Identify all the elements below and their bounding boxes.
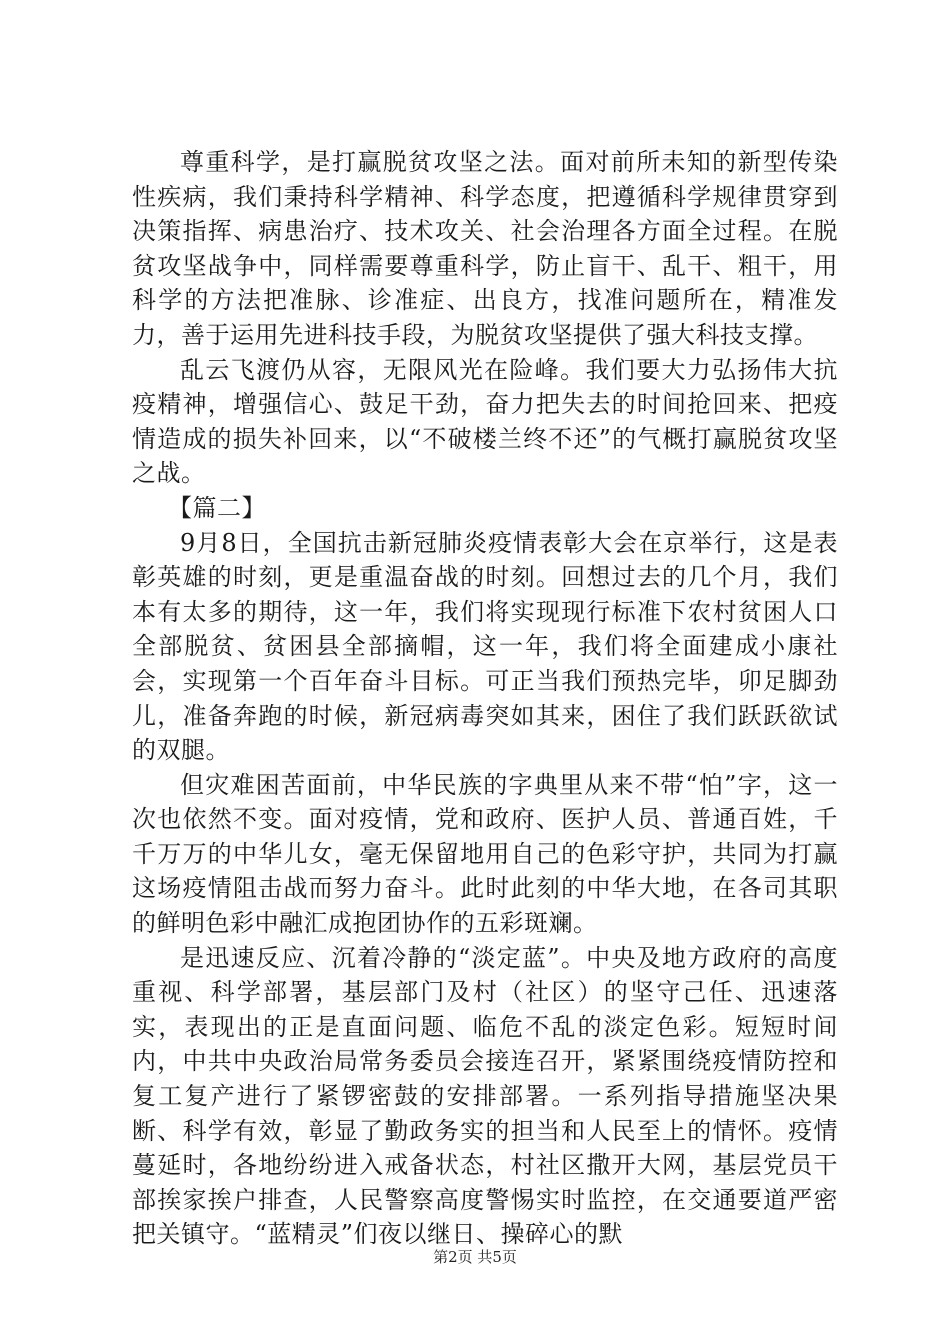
paragraph-disaster-hardship: 但灾难困苦面前，中华民族的字典里从来不带“怕”字，这一次也依然不变。面对疫情，党和政府、医护人员、普通百姓，千千万万的中华儿女，毫无保留地用自己的色彩守护，共同为打赢这场疫情阻击战而努力奋斗。此时此刻的中华大地，在各司其职的鲜明色彩中融汇成抱团协作的五彩斑斓。 <box>132 770 838 938</box>
paragraph-commendation-meeting: 9月8日，全国抗击新冠肺炎疫情表彰大会在京举行，这是表彰英雄的时刻，更是重温奋战的时刻。回想过去的几个月，我们本有太多的期待，这一年，我们将实现现行标准下农村贫困人口全部脱贫、贫困县全部摘帽，这一年，我们将全面建成小康社会，实现第一个百年奋斗目标。可正当我们预热完毕，卯足脚劲儿，准备奔跑的时候，新冠病毒突如其来，困住了我们跃跃欲试的双腿。 <box>132 528 838 765</box>
section-heading: 【篇二】 <box>168 493 266 522</box>
paragraph-respect-science: 尊重科学，是打赢脱贫攻坚之法。面对前所未知的新型传染性疾病，我们秉持科学精神、科学态度，把遵循科学规律贯穿到决策指挥、病患治疗、技术攻关、社会治理各方面全过程。在脱贫攻坚战争中，同样需要尊重科学，防止盲干、乱干、粗干，用科学的方法把准脉、诊准症、出良方，找准问题所在，精准发力，善于运用先进科技手段，为脱贫攻坚提供了强大科技支撑。 <box>132 148 838 349</box>
page-footer: 第2页 共5页 <box>433 1248 517 1266</box>
paragraph-calm-blue: 是迅速反应、沉着冷静的“淡定蓝”。中央及地方政府的高度重视、科学部署，基层部门及村（社区）的坚守己任、迅速落实，表现出的正是直面问题、临危不乱的淡定色彩。短短时间内，中共中央政治局常务委员会接连召开，紧紧围绕疫情防控和复工复产进行了紧锣密鼓的安排部署。一系列指导措施坚决果断、科学有效，彰显了勤政务实的担当和人民至上的情怀。疫情蔓延时，各地纷纷进入戒备状态，村社区撒开大网，基层党员干部挨家挨户排查，人民警察高度警惕实时监控，在交通要道严密把关镇守。“蓝精灵”们夜以继日、操碎心的默 <box>132 943 838 1249</box>
document-body <box>132 145 838 1252</box>
paragraph-clouds-calm: 乱云飞渡仍从容，无限风光在险峰。我们要大力弘扬伟大抗疫精神，增强信心、鼓足干劲，奋力把失去的时间抢回来、把疫情造成的损失补回来，以“不破楼兰终不还”的气概打赢脱贫攻坚之战。 <box>132 355 838 488</box>
